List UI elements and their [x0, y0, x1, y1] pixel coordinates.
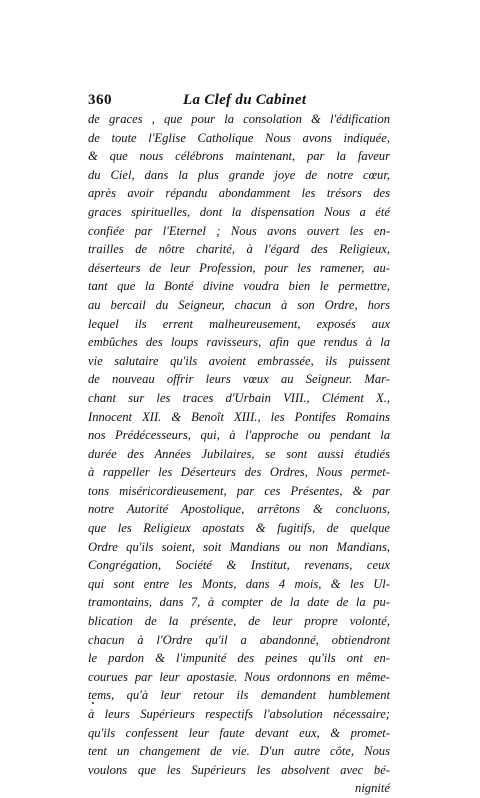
text-line: chacun à l'Ordre qu'il a abandonné, obtiendront: [88, 632, 390, 647]
running-title: La Clef du Cabinet: [183, 92, 307, 108]
text-line: nos Prédécesseurs, qui, à l'approche ou pendant la: [88, 428, 390, 443]
text-line: & que nous célébrons maintenant, par la faveur: [88, 149, 390, 164]
text-line: trailles de nôtre charité, à l'égard des Religieux,: [88, 242, 390, 257]
text-line: de graces , que pour la consolation & l'édification: [88, 112, 390, 126]
text-line: qui sont entre les Monts, dans 4 mois, & les Ul-: [88, 576, 390, 591]
text-line: chant sur les traces d'Urbain VIII., Clément X.,: [88, 390, 390, 405]
text-line: vie salutaire qu'ils avoient embrassée, ils puissent: [88, 353, 390, 368]
text-line: à leurs Supérieurs respectifs l'absolution nécessaire;: [88, 707, 390, 721]
text-line: déserteurs de leur Profession, pour les ramener, au-: [88, 260, 390, 275]
running-head: [88, 92, 390, 110]
text-line: Innocent XII. & Benoît XIII., les Pontifes Romains: [88, 409, 390, 424]
page-number: 360: [88, 92, 112, 108]
text-line: de toute l'Eglise Catholique Nous avons indiquée,: [88, 130, 390, 145]
text-line: tems, qu'à leur retour ils demandent humblement: [88, 688, 390, 703]
text-line: tant que la Bonté divine voudra bien le permettre,: [88, 279, 390, 294]
ink-speck: [92, 702, 94, 704]
text-line: tramontains, dans 7, à compter de la date de la pu-: [88, 595, 390, 610]
text-line: graces spirituelles, dont la dispensation Nous a été: [88, 204, 390, 219]
text-line: embûches des loups ravisseurs, afin que rendus à la: [88, 335, 390, 350]
text-line: Ordre qu'ils soient, soit Mandians ou non Mandians,: [88, 539, 390, 554]
text-line: lequel ils errent malheureusement, exposés aux: [88, 316, 390, 331]
text-line: blication de la présente, de leur propre volonté,: [88, 614, 390, 629]
text-line: confiée par l'Eternel ; Nous avons ouvert les en-: [88, 223, 390, 238]
text-line: tent un changement de vie. D'un autre côte, Nous: [88, 744, 390, 759]
text-line: que les Religieux apostats & fugitifs, de quelque: [88, 521, 390, 536]
text-line: qu'ils confessent leur faute devant eux, & promet-: [88, 725, 390, 740]
body-text: [88, 110, 390, 798]
text-line: après avoir répandu abondamment les trésors des: [88, 186, 390, 201]
text-line: à rappeller les Déserteurs des Ordres, Nous permet-: [88, 465, 390, 480]
text-line: voulons que les Supérieurs les absolvent avec bé-: [88, 762, 390, 777]
text-line: durée des Années Jubilaires, se sont aussi étudiés: [88, 446, 390, 461]
text-line: Congrégation, Société & Institut, revenans, ceux: [88, 558, 390, 573]
text-line: au bercail du Seigneur, chacun à son Ordre, hors: [88, 297, 390, 312]
text-line: tons miséricordieusement, par ces Présentes, & par: [88, 483, 390, 498]
text-line: de nouveau offrir leurs vœux au Seigneur. Mar-: [88, 372, 390, 387]
catchword: nignité: [355, 781, 390, 796]
text-line: du Ciel, dans la plus grande joye de notre cœur,: [88, 167, 390, 182]
text-line: le pardon & l'impunité des peines qu'ils ont en-: [88, 651, 390, 666]
text-line: courues par leur apostasie. Nous ordonnons en même-: [88, 669, 390, 684]
text-line: notre Autorité Apostolique, arrêtons & concluons,: [88, 502, 390, 517]
